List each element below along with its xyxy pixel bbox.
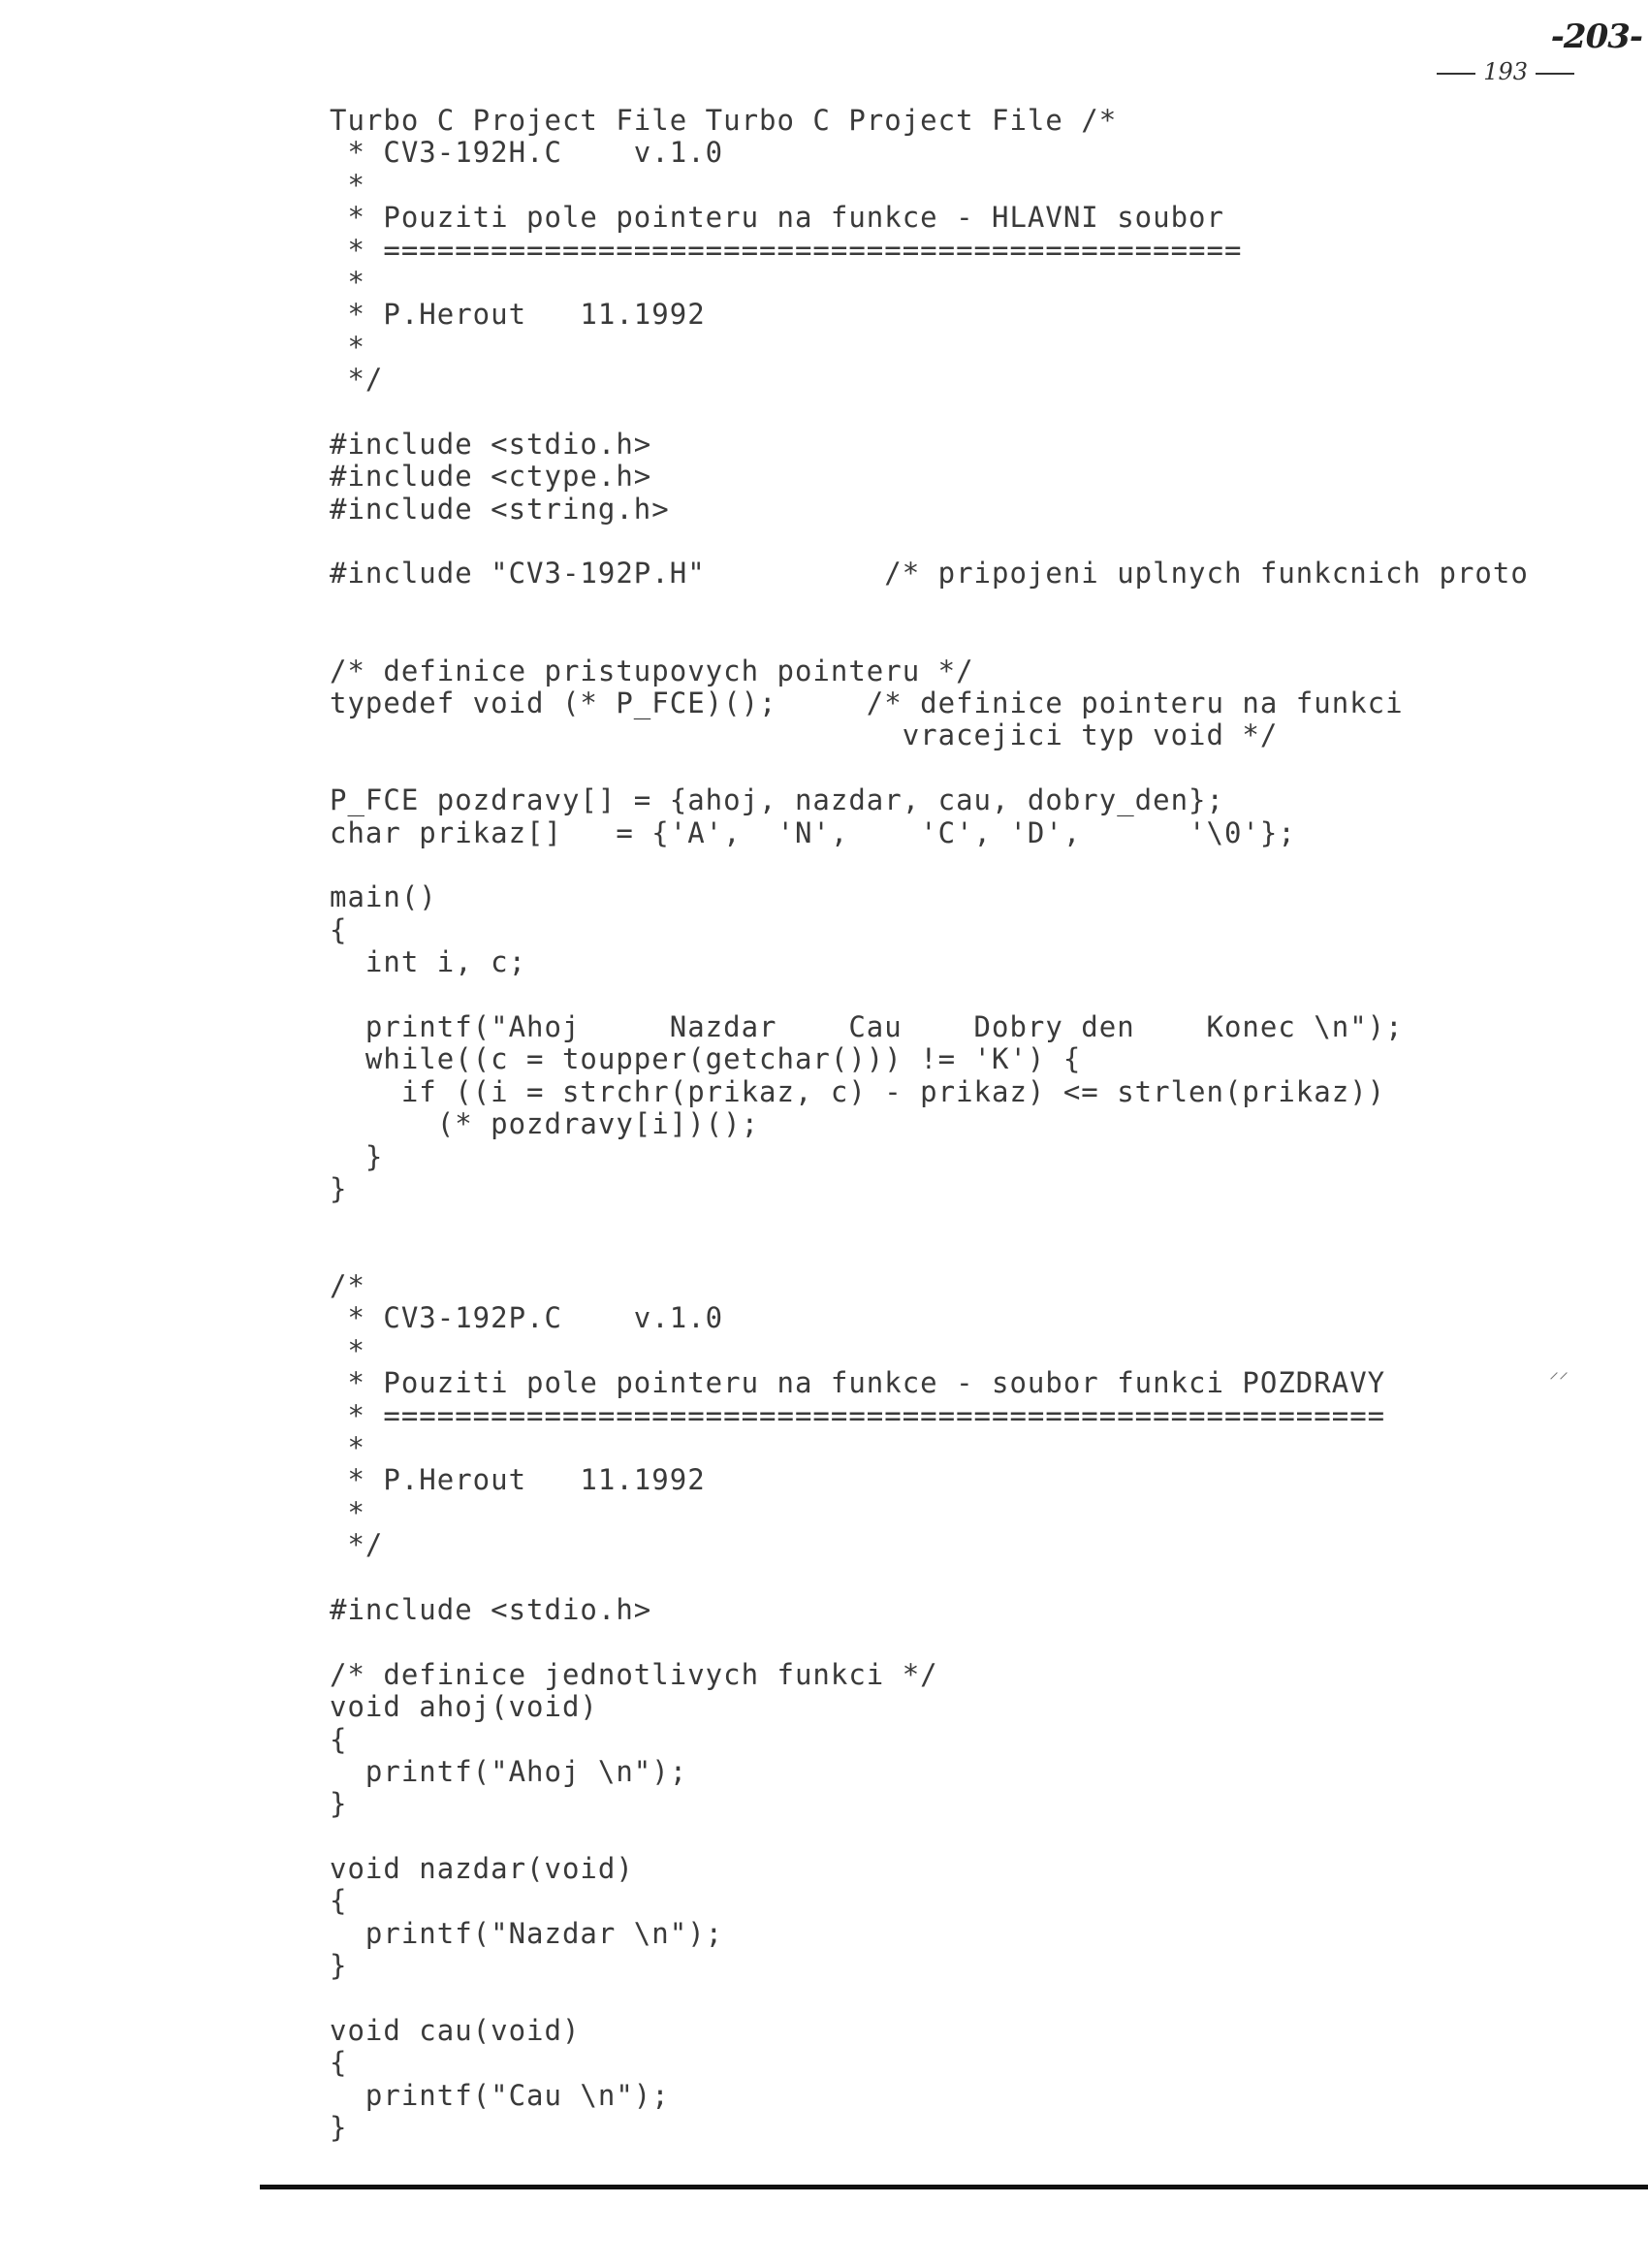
- code-line: [330, 1238, 1529, 1270]
- code-line: [330, 1205, 1529, 1237]
- code-line: void nazdar(void): [330, 1852, 634, 1886]
- code-line: #include "CV3-192P.H" /* pripojeni uplnych funkcnich proto: [330, 557, 1529, 591]
- code-line: *: [330, 1495, 365, 1529]
- code-line: * Pouziti pole pointeru na funkce - HLAVNI soubor: [330, 201, 1224, 235]
- code-line: * ================================================: [330, 233, 1243, 267]
- code-line: *: [330, 1431, 365, 1465]
- page-number-area: [1357, 0, 1648, 107]
- code-line: [330, 849, 1529, 881]
- code-line: */: [330, 363, 384, 397]
- stray-pen-mark: ⸝⸝: [1549, 1359, 1569, 1383]
- code-line: {: [330, 912, 348, 946]
- page-number-outer: -203-: [1550, 17, 1642, 56]
- code-line: * CV3-192H.C v.1.0: [330, 136, 724, 170]
- code-line: * Pouziti pole pointeru na funkce - soubor funkci POZDRAVY: [330, 1366, 1386, 1400]
- code-line: void cau(void): [330, 2014, 581, 2048]
- code-line: }: [330, 1949, 348, 1983]
- code-line: * P.Herout 11.1992: [330, 298, 706, 332]
- code-line: #include <stdio.h>: [330, 1592, 652, 1626]
- code-line: (* pozdravy[i])();: [330, 1107, 760, 1141]
- code-line: P_FCE pozdravy[] = {ahoj, nazdar, cau, dobry_den};: [330, 783, 1224, 817]
- code-line: {: [330, 2046, 348, 2080]
- code-line: [330, 1626, 1529, 1658]
- code-line: *: [330, 168, 365, 202]
- code-line: #include <stdio.h>: [330, 427, 652, 461]
- code-line: {: [330, 1884, 348, 1918]
- code-line: /* definice jednotlivych funkci */: [330, 1657, 938, 1691]
- code-line: int i, c;: [330, 945, 527, 979]
- code-line: /*: [330, 1269, 365, 1303]
- code-line: if ((i = strchr(prikaz, c) - prikaz) <= strlen(prikaz)): [330, 1074, 1386, 1108]
- code-line: [330, 526, 1529, 558]
- code-line: *: [330, 330, 365, 364]
- code-line: [330, 979, 1529, 1011]
- code-line: typedef void (* P_FCE)(); /* definice pointeru na funkci: [330, 687, 1404, 720]
- code-line: [330, 752, 1529, 784]
- code-line: * ========================================================: [330, 1398, 1386, 1432]
- code-line: vracejici typ void */: [330, 719, 1279, 752]
- code-line: }: [330, 1139, 384, 1173]
- code-listing: [330, 105, 1529, 2145]
- code-line: printf("Ahoj \n");: [330, 1754, 688, 1788]
- code-line: * CV3-192P.C v.1.0: [330, 1301, 724, 1335]
- code-line: char prikaz[] = {'A', 'N', 'C', 'D', '\0'};: [330, 815, 1296, 849]
- code-line: #include <ctype.h>: [330, 460, 652, 494]
- code-line: printf("Cau \n");: [330, 2078, 670, 2112]
- code-line: [330, 1983, 1529, 2015]
- code-line: Turbo C Project File Turbo C Project File /*: [330, 104, 1118, 137]
- code-line: * P.Herout 11.1992: [330, 1463, 706, 1497]
- code-line: {: [330, 1722, 348, 1756]
- code-line: *: [330, 1333, 365, 1367]
- code-line: while((c = toupper(getchar())) != 'K') {: [330, 1042, 1082, 1076]
- page-bottom-rule: [260, 2185, 1648, 2189]
- code-line: printf("Nazdar \n");: [330, 1916, 724, 1950]
- code-line: void ahoj(void): [330, 1690, 598, 1724]
- code-line: /* definice pristupovych pointeru */: [330, 654, 974, 687]
- code-line: #include <string.h>: [330, 492, 670, 526]
- code-line: */: [330, 1528, 384, 1562]
- code-line: [330, 397, 1529, 429]
- code-line: }: [330, 2111, 348, 2145]
- code-line: [330, 1821, 1529, 1853]
- code-line: *: [330, 265, 365, 299]
- page-number-inner: 193: [1429, 58, 1582, 85]
- code-line: [330, 623, 1529, 655]
- code-line: [330, 591, 1529, 623]
- code-line: [330, 1562, 1529, 1594]
- code-line: printf("Ahoj Nazdar Cau Dobry den Konec \n");: [330, 1009, 1404, 1043]
- code-line: }: [330, 1787, 348, 1821]
- code-line: main(): [330, 880, 437, 914]
- code-line: }: [330, 1171, 348, 1205]
